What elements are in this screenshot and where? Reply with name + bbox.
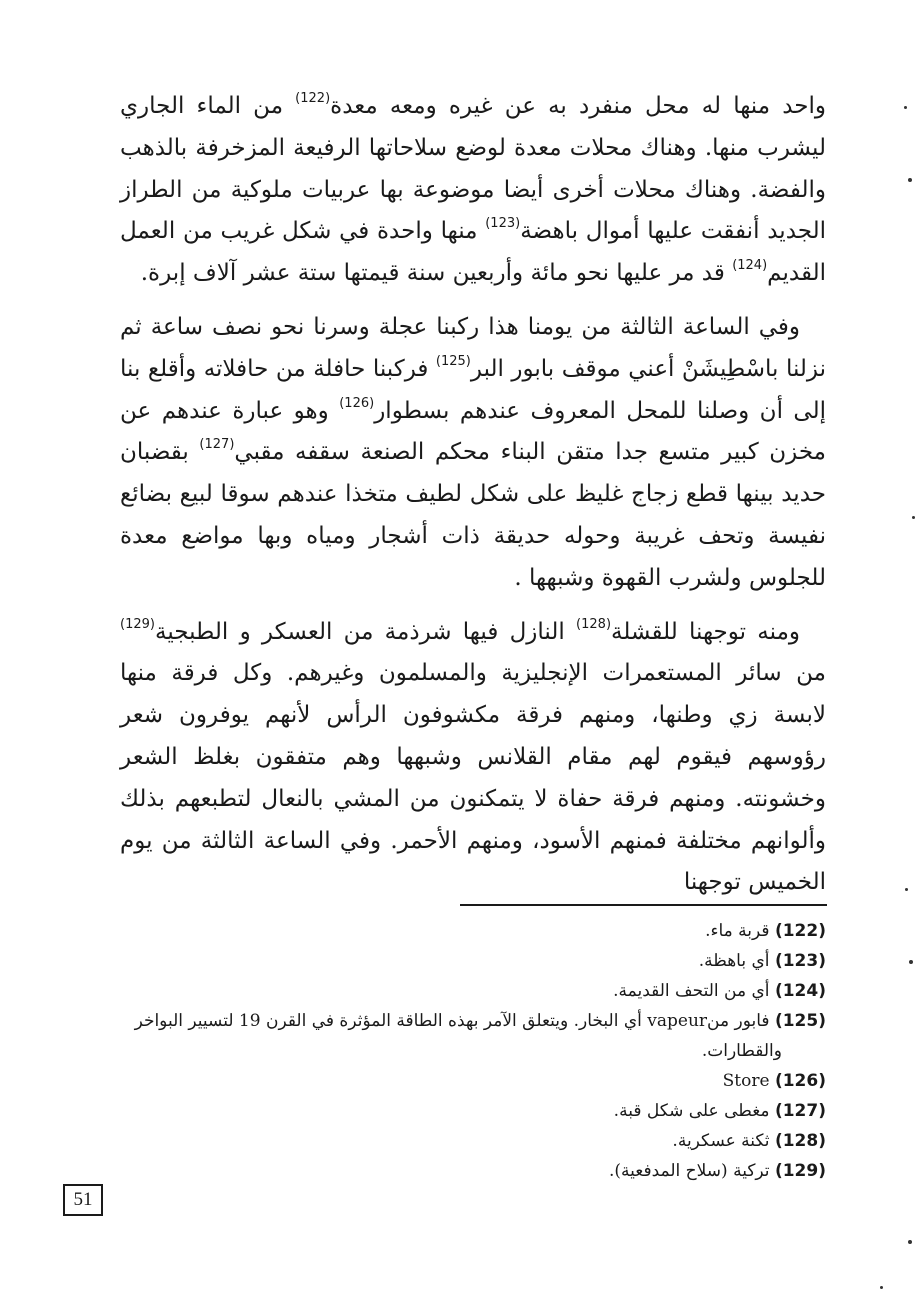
footnote-text: Store [722, 1071, 770, 1091]
text-segment: وهو عبارة عندهم عن مخزن كبير متسع جدا متقن البناء محكم الصنعة سقفه مقبي [120, 397, 826, 466]
footnotes [120, 916, 826, 1186]
scan-speck [904, 106, 907, 109]
scan-speck [905, 888, 908, 891]
footnote-text: مغطى على شكل قبة. [613, 1101, 770, 1121]
paragraph-2 [120, 307, 826, 600]
footnote-number: (129) [774, 1161, 826, 1181]
footnote-ref-125: (125) [435, 353, 471, 369]
footnote-ref-124: (124) [732, 258, 768, 274]
paragraph-1 [120, 86, 826, 295]
text-segment: النازل فيها شرذمة من العسكر و الطبجية [154, 618, 577, 645]
footnote-ref-122: (122) [295, 91, 331, 106]
footnote-number: (126) [774, 1071, 826, 1091]
footnote-125 [120, 1006, 826, 1066]
scan-speck [880, 1286, 883, 1289]
footnote-number: (128) [774, 1131, 826, 1151]
footnote-number: (125) [774, 1011, 826, 1031]
footnote-124 [120, 976, 826, 1006]
text-segment: بقضبان حديد بينها قطع زجاج غليظ على شكل لطيف متخذا عندهم سوقا لبيع بضائع نفيسة وتحف غريبة وحوله حديقة ذات أشجار ومياه وبها مواضع معدة للجلوس ولشرب القهوة وشبهها . [120, 439, 826, 591]
footnote-ref-126: (126) [339, 395, 375, 411]
footnote-number: (124) [774, 981, 826, 1001]
text-segment: وفي الساعة الثالثة من يومنا هذا ركبنا عجلة وسرنا نحو نصف ساعة ثم نزلنا باسْطِيشَنْ أعني موقف بابور البر [120, 313, 826, 382]
footnote-ref-128: (128) [576, 616, 612, 632]
scan-speck [909, 960, 913, 964]
footnote-text: قربة ماء. [705, 921, 770, 941]
text-segment: من الماء الجاري ليشرب منها. وهناك محلات معدة لوضع سلاحاتها الرفيعة المزخرفة بالذهب والفضة. وهناك محلات أخرى أيضا موضوعة بها عربيات ملوكية من الطراز الجديد أنفقت عليها أموال باهضة [120, 93, 827, 245]
footnote-ref-129: (129) [120, 616, 155, 632]
footnote-ref-127: (127) [199, 437, 235, 453]
footnote-128 [120, 1126, 826, 1156]
footnote-123 [120, 946, 826, 976]
footnote-text: تركية (سلاح المدفعية). [609, 1161, 770, 1181]
footnote-text: ثكنة عسكرية. [672, 1131, 770, 1151]
footnote-divider [460, 904, 827, 906]
text-segment: منها واحدة في شكل غريب من العمل القديم [120, 218, 826, 287]
footnote-continuation: والقطارات. [701, 1041, 782, 1061]
main-text [120, 86, 826, 904]
footnote-number: (127) [774, 1101, 826, 1121]
text-segment: قد مر عليها نحو مائة وأربعين سنة قيمتها ستة عشر آلاف إبرة. [140, 260, 733, 287]
footnote-126 [120, 1066, 826, 1096]
footnote-127 [120, 1096, 826, 1126]
footnote-text: أي من التحف القديمة. [613, 981, 770, 1001]
text-segment: ومنه توجهنا للقشلة [611, 618, 801, 645]
text-segment: واحد منها له محل منفرد به عن غيره ومعه معدة [330, 93, 826, 119]
footnote-number: (122) [774, 921, 826, 941]
footnote-129 [120, 1156, 826, 1186]
footnote-number: (123) [774, 951, 826, 971]
scan-speck [912, 516, 915, 519]
footnote-ref-123: (123) [485, 216, 521, 232]
scan-speck [908, 1240, 912, 1244]
footnote-122 [120, 916, 826, 946]
paragraph-3 [120, 612, 826, 905]
scan-speck [908, 178, 912, 182]
text-segment: من سائر المستعمرات الإنجليزية والمسلمون وغيرهم. وكل فرقة منها لابسة زي وطنها، ومنهم فرقة مكشوفون الرأس لأنهم يوفرون شعر رؤوسهم فيقوم لهم مقام القلانس وشبهها وهم متفقون بغلظ الشعر وخشونته. ومنهم فرقة حفاة لا يتمكنون من المشي بالنعال لتطبعهم بذلك وألوانهم مختلفة فمنهم الأسود، ومنهم الأحمر. وفي الساعة الثالثة من يوم الخميس توجهنا [120, 660, 826, 896]
footnote-text: فابور منvapeur أي البخار. ويتعلق الآمر بهذه الطاقة المؤثرة في القرن 19 لتسيير البواخر [134, 1011, 770, 1031]
page-number: 51 [63, 1184, 103, 1216]
footnote-text: أي باهظة. [698, 951, 770, 971]
text-segment: فركبنا حافلة من حافلاته وأقلع بنا إلى أن وصلنا للمحل المعروف عندهم بسطوار [120, 355, 826, 424]
